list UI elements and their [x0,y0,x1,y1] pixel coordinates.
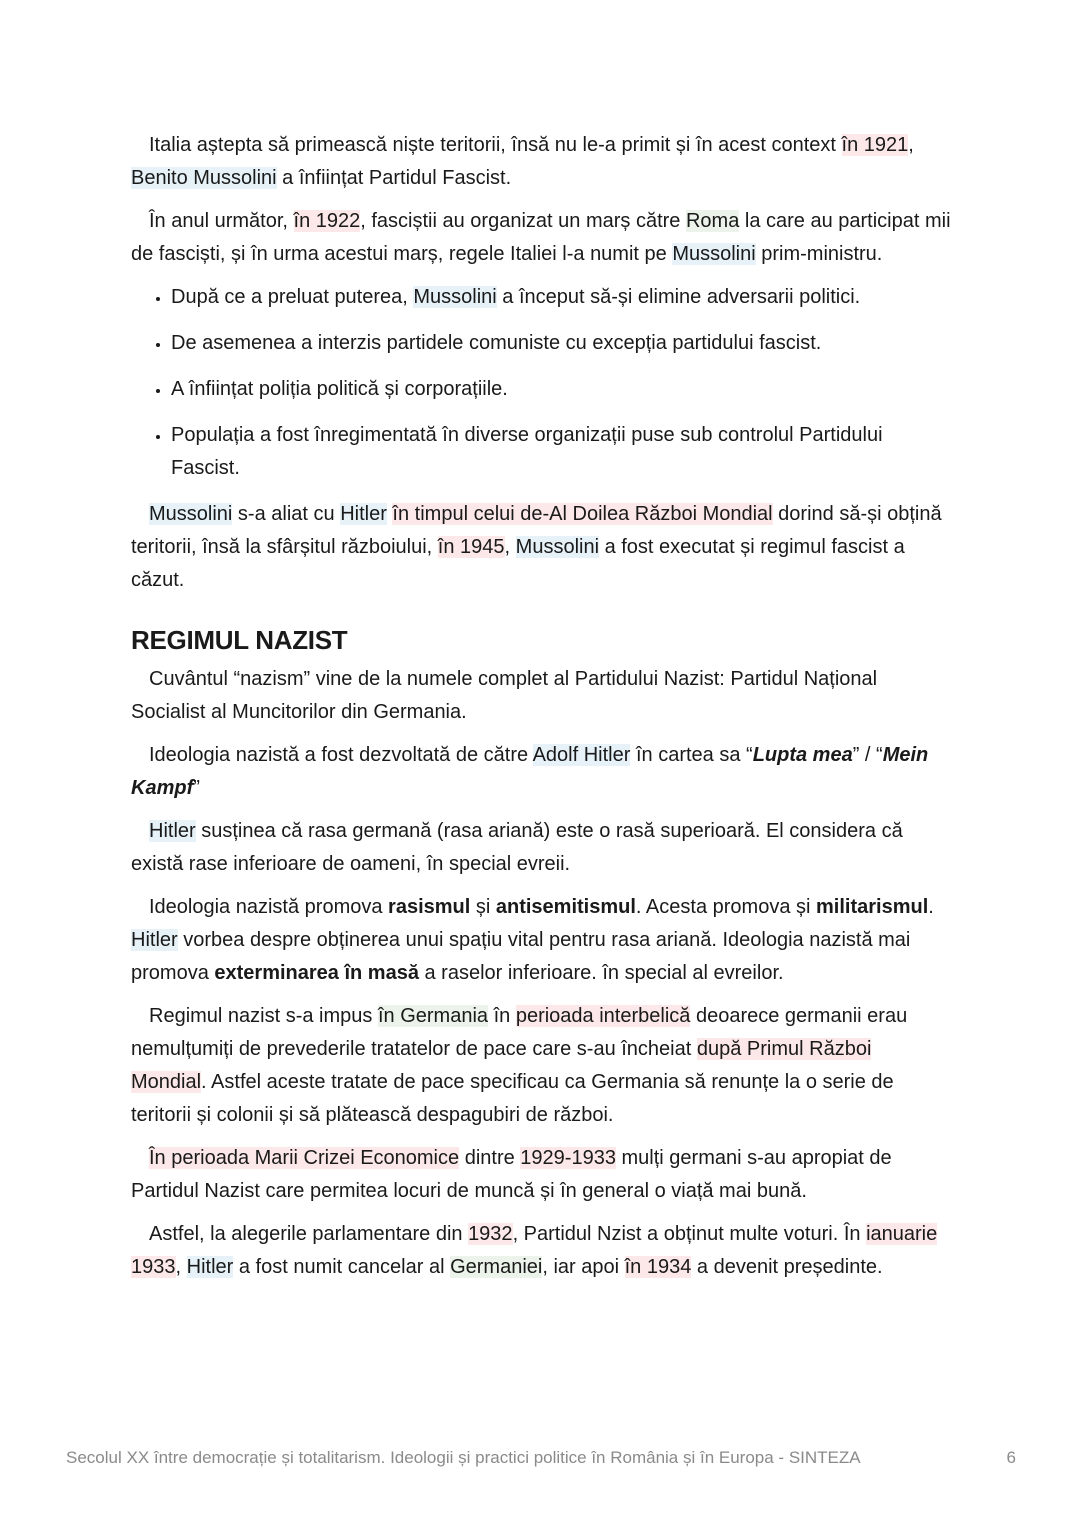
text: deoarece germanii erau nemulțumiți de prevederile tratatelor de pace care s-au încheiat [131,1005,908,1060]
date-highlight: 1929-1933 [520,1147,616,1169]
text: Italia aștepta să primească niște teritorii, însă nu le-a primit și în acest context [149,134,842,156]
date-highlight: ianuarie 1933 [131,1223,938,1278]
text: a fost numit cancelar al [233,1256,451,1278]
person-highlight: Mussolini [515,536,600,558]
book-title: Lupta mea [752,744,853,766]
paragraph-mein-kampf [131,739,951,805]
date-highlight: 1932 [468,1223,513,1245]
bold-term: militarismul [816,896,929,918]
bold-term: rasismul [388,896,471,918]
text: prim-ministru. [755,243,883,265]
text: la care au participat mii de fasciști, și în urma acestui marș, regele Italiei l-a numit pe [131,210,951,265]
list-item [171,327,951,360]
text: , [504,536,516,558]
date-highlight: în 1922 [293,210,361,232]
list-item [171,281,951,314]
section-heading: REGIMUL NAZIST [131,625,348,655]
page-number: 6 [1006,1448,1016,1467]
paragraph-ideology [131,891,951,990]
text: , iar apoi [542,1256,625,1278]
footer-title: Secolul XX între democrație și totalitarism. Ideologii și practici politice în România și în Europa - SINTEZA [66,1448,861,1467]
paragraph-italy-1921 [131,129,951,195]
text: Regimul nazist s-a impus [149,1005,378,1027]
text: s-a aliat cu [232,503,341,525]
date-highlight: în 1945 [437,536,505,558]
text: Astfel, la alegerile parlamentare din [149,1223,469,1245]
person-highlight: Mussolini [149,503,233,525]
person-highlight: Benito Mussolini [131,167,277,189]
person-highlight: Hitler [149,820,196,842]
text: , [175,1256,187,1278]
bold-term: exterminarea în masă [214,962,419,984]
person-highlight: Hitler [131,929,178,951]
text: . [928,896,934,918]
text: A înființat poliția politică și corporațiile. [171,378,508,400]
paragraph-march-on-rome [131,205,951,271]
person-highlight: Hitler [186,1256,234,1278]
text: . Astfel aceste tratate de pace specificau ca Germania să renunțe la o serie de teritorii și colonii și să plătească despagubiri de război. [131,1071,894,1126]
person-highlight: Hitler [340,503,387,525]
text: dorind să-și obțină teritorii, însă la sfârșitul războiului, [131,503,942,558]
paragraph-great-depression [131,1142,951,1208]
text: în [488,1005,516,1027]
person-highlight: Mussolini [672,243,756,265]
text: , fasciștii au organizat un marș către [360,210,686,232]
person-highlight: Adolf Hitler [532,744,631,766]
place-highlight: Roma [685,210,740,232]
date-highlight: în 1934 [624,1256,692,1278]
paragraph-elections [131,1218,951,1284]
paragraph-nazism-origin [131,663,951,729]
text: . Acesta promova și [635,896,816,918]
text: Populația a fost înregimentată în diverse organizații puse sub controlul Partidului Fascist. [171,424,883,479]
text: a fost executat și regimul fascist a căzut. [131,536,905,591]
text: în cartea sa “ [630,744,753,766]
text: a înființat Partidul Fascist. [276,167,512,189]
text: Ideologia nazistă a fost dezvoltată de către [149,744,533,766]
text: susținea că rasa germană (rasa ariană) este o rasă superioară. El considera că există rase inferioare de oameni, în special evreii. [131,820,903,875]
bullet-list-mussolini-actions [131,281,951,485]
text: dintre [459,1147,521,1169]
text: a raselor inferioare. în special al evreilor. [418,962,784,984]
text: și [470,896,496,918]
text: Cuvântul “nazism” vine de la numele complet al Partidului Nazist: Partidul Național Socialist al Muncitorilor din Germania. [131,668,878,723]
text: În anul următor, [149,210,294,232]
date-highlight: după Primul Război Mondial [131,1038,872,1093]
list-item [171,419,951,485]
text: , Partidul Nzist a obținut multe voturi. În [512,1223,867,1245]
text: Ideologia nazistă promova [149,896,389,918]
place-highlight: în Germania [377,1005,489,1027]
date-highlight: în timpul celui de-Al Doilea Război Mondial [392,503,773,525]
text: a devenit președinte. [691,1256,883,1278]
list-item [171,373,951,406]
paragraph-interwar [131,1000,951,1132]
text: a început să-și elimine adversarii politici. [496,286,861,308]
date-highlight: În perioada Marii Crizei Economice [149,1147,460,1169]
paragraph-aryan-race [131,815,951,881]
date-highlight: perioada interbelică [515,1005,691,1027]
text: mulți germani s-au apropiat de Partidul Nazist care permitea locuri de muncă și în general o viață mai bună. [131,1147,892,1202]
date-highlight: în 1921 [841,134,909,156]
person-highlight: Mussolini [413,286,497,308]
bold-term: antisemitismul [495,896,636,918]
place-highlight: Germaniei [450,1256,543,1278]
paragraph-mussolini-hitler [131,498,951,597]
text: ” / “ [852,744,883,766]
text: vorbea despre obținerea unui spațiu vital pentru rasa ariană. Ideologia nazistă mai promova [131,929,911,984]
text: , [908,134,914,156]
book-title: Mein Kampf [131,744,929,799]
text: De asemenea a interzis partidele comuniste cu excepția partidului fascist. [171,332,822,354]
text: După ce a preluat puterea, [171,286,414,308]
text: ” [193,777,200,799]
document-page [131,129,951,1294]
